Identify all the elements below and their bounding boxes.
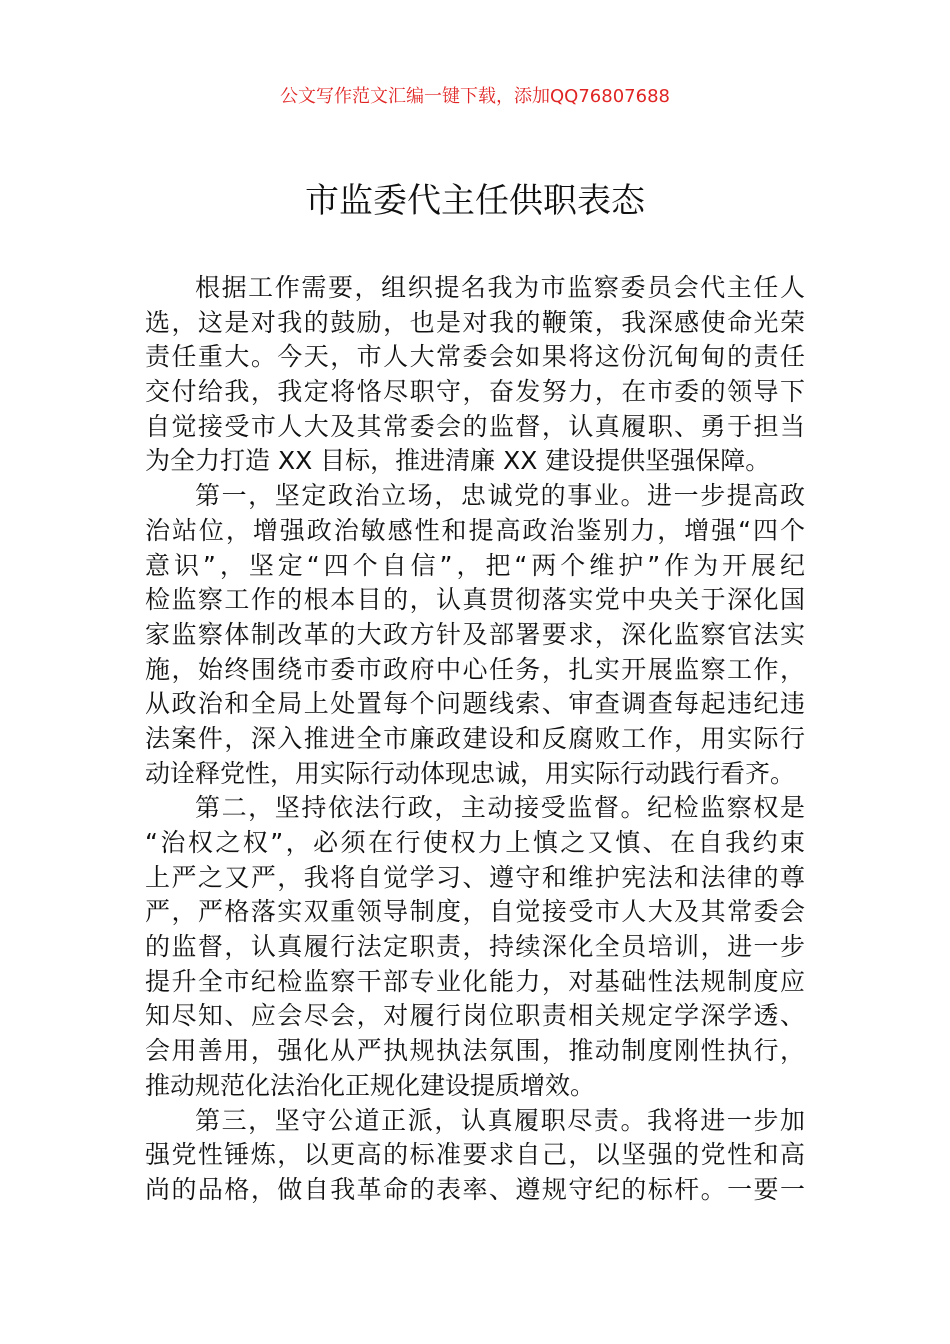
paragraph-2-line: 动诠释党性，用实际行动体现忠诚，用实际行动践行看齐。 (145, 758, 796, 788)
paragraph-4-line: 第三，坚守公道正派，认真履职尽责。我将进一步加 (195, 1105, 805, 1135)
document-body (145, 271, 805, 1208)
paragraph-3-line: 的监督，认真履行法定职责，持续深化全员培训，进一步 (145, 932, 805, 962)
paragraph-4-line: 尚的品格，做自我革命的表率、遵规守纪的标杆。一要一 (145, 1174, 805, 1204)
paragraph-2-line: 法案件，深入推进全市廉政建设和反腐败工作，用实际行 (145, 723, 805, 753)
paragraph-2-line: 家监察体制改革的大政方针及部署要求，深化监察官法实 (145, 619, 805, 649)
paragraph-3-line: 会用善用，强化从严执规执法氛围，推动制度刚性执行， (145, 1036, 805, 1066)
paragraph-1-line: 为全力打造 XX 目标，推进清廉 XX 建设提供坚强保障。 (145, 446, 771, 476)
paragraph-1-line: 自觉接受市人大及其常委会的监督，认真履职、勇于担当 (145, 411, 805, 441)
paragraph-2-line: 施，始终围绕市委市政府中心任务，扎实开展监察工作， (145, 654, 805, 684)
paragraph-3-line: 第二，坚持依法行政，主动接受监督。纪检监察权是 (195, 793, 805, 823)
paragraph-3-line: 推动规范化法治化正规化建设提质增效。 (145, 1070, 596, 1100)
document-title: 市监委代主任供职表态 (305, 181, 645, 221)
paragraph-2-line: 意识”，坚定“四个自信”，把“两个维护”作为开展纪 (145, 550, 805, 580)
paragraph-1-line: 选，这是对我的鼓励，也是对我的鞭策，我深感使命光荣 (145, 307, 805, 337)
download-banner: 公文写作范文汇编一键下载，添加QQ76807688 (280, 86, 670, 107)
paragraph-3-line: 知尽知、应会尽会，对履行岗位职责相关规定学深学透、 (145, 1001, 805, 1031)
paragraph-3-line: “治权之权”，必须在行使权力上慎之又慎、在自我约束 (145, 828, 805, 857)
paragraph-3-line: 严，严格落实双重领导制度，自觉接受市人大及其常委会 (145, 897, 805, 927)
paragraph-1-line: 责任重大。今天，市人大常委会如果将这份沉甸甸的责任 (145, 342, 805, 372)
paragraph-4-line: 强党性锤炼，以更高的标准要求自己，以坚强的党性和高 (145, 1140, 805, 1170)
paragraph-2-line: 从政治和全局上处置每个问题线索、审查调查每起违纪违 (145, 689, 805, 719)
paragraph-2-line: 第一，坚定政治立场，忠诚党的事业。进一步提高政 (195, 481, 805, 511)
paragraph-3-line: 上严之又严，我将自觉学习、遵守和维护宪法和法律的尊 (145, 862, 805, 892)
paragraph-2-line: 治站位，增强政治敏感性和提高政治鉴别力，增强“四个 (145, 515, 805, 545)
paragraph-1-line: 交付给我，我定将恪尽职守，奋发努力，在市委的领导下 (145, 377, 805, 407)
paragraph-2-line: 检监察工作的根本目的，认真贯彻落实党中央关于深化国 (145, 585, 805, 615)
paragraph-3-line: 提升全市纪检监察干部专业化能力，对基础性法规制度应 (145, 966, 805, 996)
paragraph-1-line: 根据工作需要，组织提名我为市监察委员会代主任人 (195, 273, 805, 302)
